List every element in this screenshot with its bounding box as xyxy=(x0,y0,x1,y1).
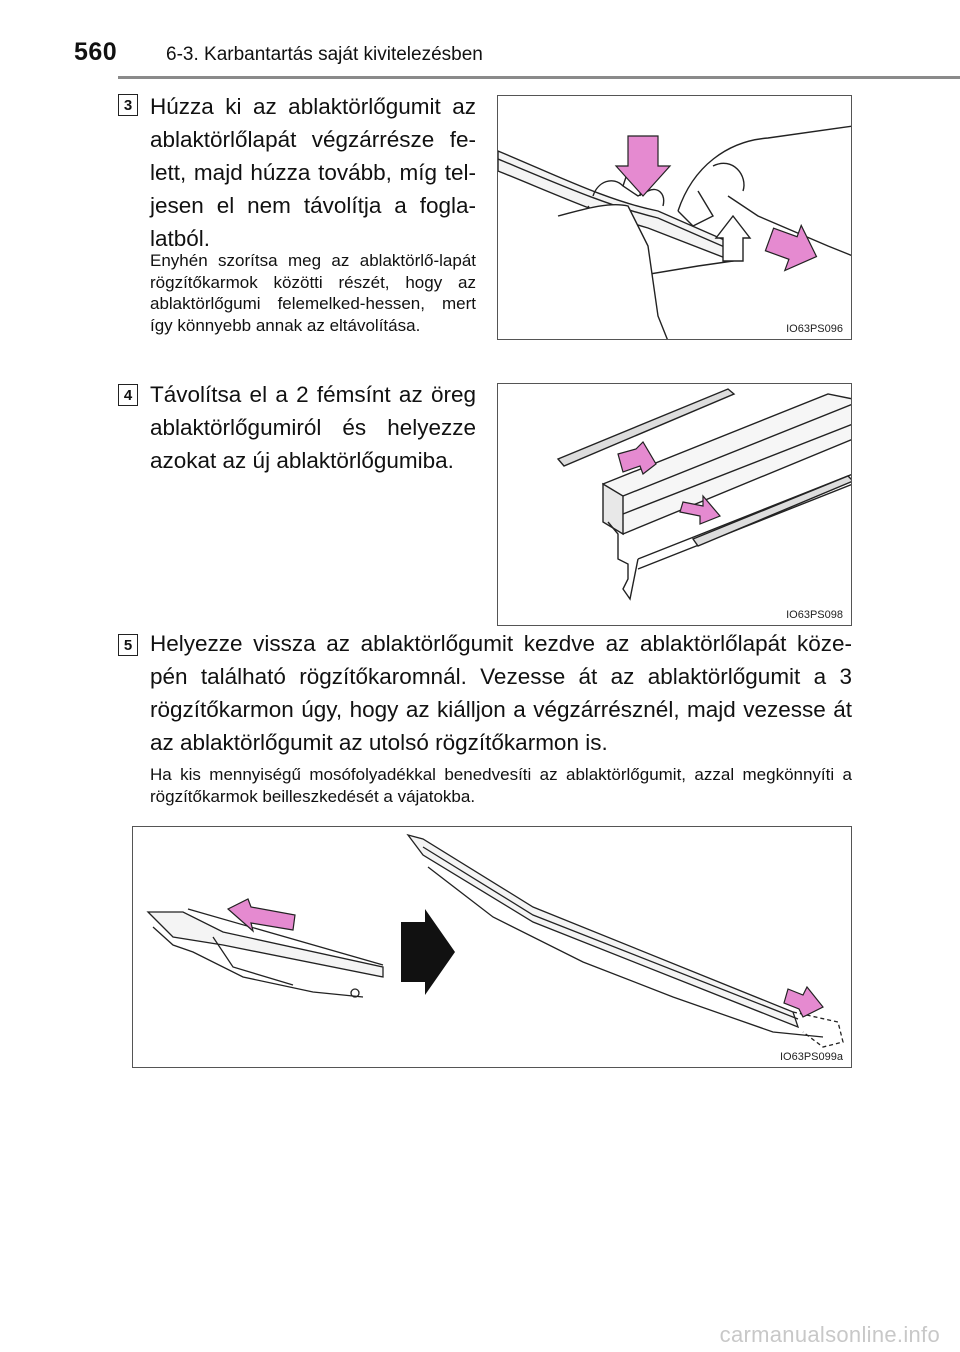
figure-code: IO63PS096 xyxy=(786,323,843,335)
illustration-remove-rubber xyxy=(498,96,852,340)
figure-code: IO63PS098 xyxy=(786,609,843,621)
arrow-left-icon xyxy=(228,899,295,931)
step-3-badge: 3 xyxy=(118,94,138,116)
step-3-note: Enyhén szorítsa meg az ablaktörlő-lapát rögzítőkarmok közötti részét, hogy az ablaktörlőgumi felemelked-hessen, mert így könnyebb annak az eltávolítása. xyxy=(150,251,476,335)
figure-metal-rails xyxy=(497,383,852,626)
section-title: 6-3. Karbantartás saját kivitelezésben xyxy=(166,44,483,65)
header-rule xyxy=(118,76,960,79)
step-5-text: Helyezze vissza az ablaktörlőgumit kezdve az ablaktörlőlapát köze-pén található rögzítőkaromnál. Vezesse át az ablaktörlőgumit a 3 rögzítőkarmon úgy, hogy az kiálljon a végzárrésznél, majd vezesse át az ablaktörlőgumit az utolsó rögzítőkarmon is. xyxy=(150,631,852,755)
figure-code: IO63PS099a xyxy=(780,1051,843,1063)
page-number: 560 xyxy=(74,38,118,66)
figure-reinstall-rubber xyxy=(132,826,852,1068)
step-5-note: Ha kis mennyiségű mosófolyadékkal benedvesíti az ablaktörlőgumit, azzal megkönnyíti a rögzítőkarmok beilleszkedését a vájatokba. xyxy=(150,765,852,806)
step-3-text: Húzza ki az ablaktörlőgumit az ablaktörlőlapát végzárrésze fe-lett, majd húzza tovább, míg tel-jesen el nem távolítja a fogla-latból. xyxy=(150,94,476,251)
illustration-reinstall-rubber xyxy=(133,827,852,1068)
arrow-right-icon xyxy=(761,217,824,279)
arrow-next-icon xyxy=(401,909,455,995)
step-4-badge: 4 xyxy=(118,384,138,406)
illustration-metal-rails xyxy=(498,384,852,626)
figure-remove-rubber xyxy=(497,95,852,340)
step-5-badge: 5 xyxy=(118,634,138,656)
step-4-text: Távolítsa el a 2 fémsínt az öreg ablaktörlőgumiról és helyezze azokat az új ablaktörlőgumiba. xyxy=(150,382,476,473)
watermark: carmanualsonline.info xyxy=(719,1322,940,1347)
page-header xyxy=(0,0,960,80)
